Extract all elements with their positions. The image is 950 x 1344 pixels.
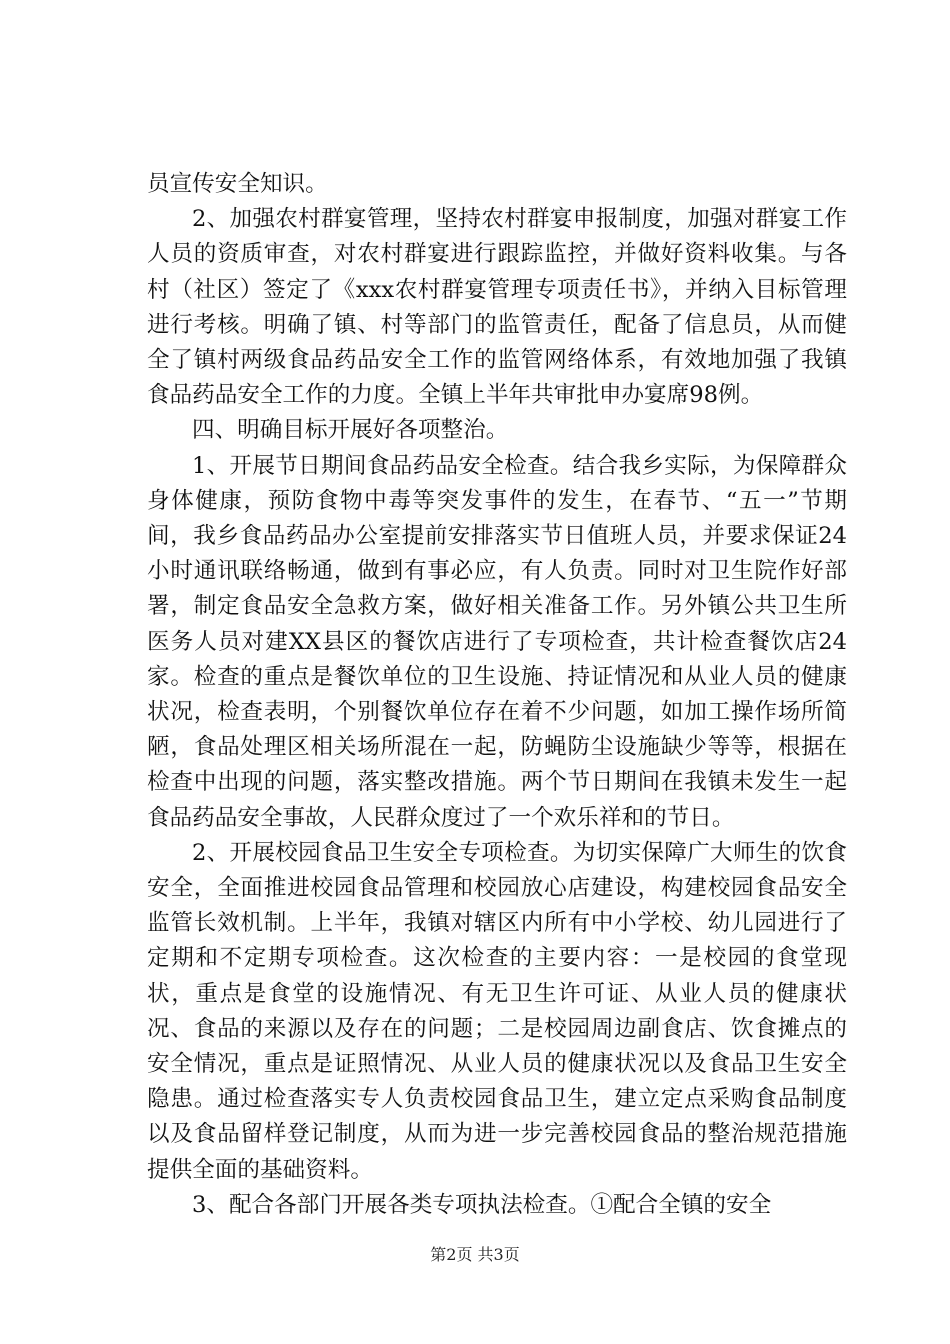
- paragraph-continuation: 员宣传安全知识。: [147, 171, 328, 197]
- page-number-footer: 第2页 共3页: [430, 1245, 520, 1264]
- document-body: [147, 167, 847, 1223]
- paragraph-holiday-inspection: 1、开展节日期间食品药品安全检查。结合我乡实际，为保障群众身体健康，预防食物中毒等突发事件的发生，在春节、“五一”节期间，我乡食品药品办公室提前安排落实节日值班人员，并要求保证24小时通讯联络畅通，做到有事必应，有人负责。同时对卫生院作好部署，制定食品安全急救方案，做好相关准备工作。另外镇公共卫生所医务人员对建XX县区的餐饮店进行了专项检查，共计检查餐饮店24家。检查的重点是餐饮单位的卫生设施、持证情况和从业人员的健康状况，检查表明，个别餐饮单位存在着不少问题，如加工操作场所简陋，食品处理区相关场所混在一起，防蝇防尘设施缺少等等，根据在检查中出现的问题，落实整改措施。两个节日期间在我镇未发生一起食品药品安全事故，人民群众度过了一个欢乐祥和的节日。: [147, 452, 847, 831]
- paragraph-enforcement-inspection: 3、配合各部门开展各类专项执法检查。①配合全镇的安全: [192, 1191, 772, 1218]
- paragraph-campus-inspection: 2、开展校园食品卫生安全专项检查。为切实保障广大师生的饮食安全，全面推进校园食品管理和校园放心店建设，构建校园食品安全监管长效机制。上半年，我镇对辖区内所有中小学校、幼儿园进行了定期和不定期专项检查。这次检查的主要内容：一是校园的食堂现状，重点是食堂的设施情况、有无卫生许可证、从业人员的健康状况、食品的来源以及存在的问题；二是校园周边副食店、饮食摊点的安全情况，重点是证照情况、从业人员的健康状况以及食品卫生安全隐患。通过检查落实专人负责校园食品卫生，建立定点采购食品制度以及食品留样登记制度，从而为进一步完善校园食品的整治规范措施提供全面的基础资料。: [147, 839, 847, 1183]
- paragraph-banquet-management: 2、加强农村群宴管理，坚持农村群宴申报制度，加强对群宴工作人员的资质审查，对农村群宴进行跟踪监控，并做好资料收集。与各村（社区）签定了《xxx农村群宴管理专项责任书》，并纳入目标管理进行考核。明确了镇、村等部门的监管责任，配备了信息员，从而健全了镇村两级食品药品安全工作的监管网络体系，有效地加强了我镇食品药品安全工作的力度。全镇上半年共审批申办宴席98例。: [147, 206, 847, 409]
- section-heading-four: 四、明确目标开展好各项整治。: [192, 417, 509, 444]
